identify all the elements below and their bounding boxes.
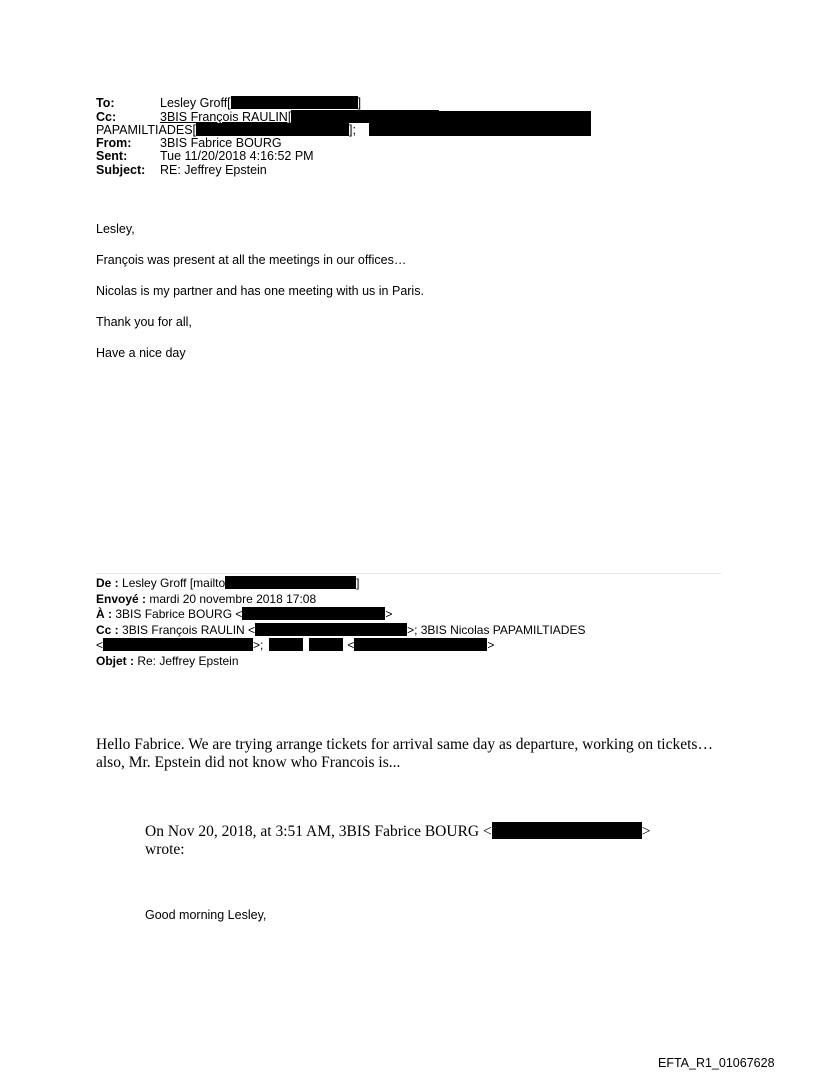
from-row [96, 137, 521, 151]
redaction-block [269, 638, 303, 651]
cc-value: 3BIS François RAULIN < [122, 622, 256, 637]
subject-row [96, 164, 521, 178]
cc2-start: < [96, 638, 104, 652]
a-row [96, 607, 585, 623]
quote-wrote: wrote: [145, 841, 185, 858]
subject-value: RE: Jeffrey Epstein [160, 162, 267, 177]
cc-line2-sep: ]; [349, 123, 356, 137]
to-row [96, 96, 521, 110]
cc-value: 3BIS François RAULIN[ [160, 109, 292, 124]
message-line: Nicolas is my partner and has one meeting with us in Paris. [96, 284, 424, 298]
redaction-block [309, 638, 343, 651]
de-end: ] [356, 576, 360, 590]
cc-label: Cc: [96, 109, 117, 124]
to-end: ] [357, 96, 362, 110]
greeting: Lesley, [96, 222, 135, 236]
redaction-block [196, 123, 349, 136]
cc-row [96, 623, 585, 639]
to-label: To: [96, 96, 115, 110]
cc-label: Cc : [96, 622, 119, 637]
sent-row [96, 150, 521, 164]
cc2-lt: < [347, 638, 355, 652]
envoye-label: Envoyé : [96, 591, 147, 606]
envoye-value: mardi 20 novembre 2018 17:08 [149, 591, 317, 606]
message-line: Thank you for all, [96, 315, 192, 329]
a-end: > [385, 607, 393, 621]
redaction-block [354, 638, 487, 651]
redaction-block [231, 96, 358, 109]
message-line: François was present at all the meetings in our offices… [96, 253, 407, 267]
quote-line-start: On Nov 20, 2018, at 3:51 AM, 3BIS Fabrice BOURG < [145, 823, 492, 840]
cc-row-2 [96, 638, 585, 654]
sent-value: Tue 11/20/2018 4:16:52 PM [160, 149, 314, 163]
objet-value: Re: Jeffrey Epstein [137, 653, 239, 668]
a-value: 3BIS Fabrice BOURG < [115, 607, 243, 621]
de-value: Lesley Groff [mailto [122, 576, 226, 590]
from-value: 3BIS Fabrice BOURG [160, 135, 282, 150]
cc-line2: PAPAMILTIADES[ [96, 123, 197, 137]
cc2-mid: >; [253, 638, 264, 652]
forwarded-header [96, 576, 585, 669]
quoted-greeting: Good morning Lesley, [145, 908, 267, 922]
sent-label: Sent: [96, 149, 128, 163]
quote-line-end: > [641, 823, 651, 840]
subject-label: Subject: [96, 162, 146, 177]
de-label: De : [96, 576, 119, 590]
redaction-block [242, 607, 385, 620]
a-label: À : [96, 607, 112, 621]
document-id: EFTA_R1_01067628 [658, 1056, 775, 1070]
to-value: Lesley Groff[ [160, 96, 231, 110]
quote-attribution [145, 822, 705, 859]
redaction-block [225, 576, 356, 589]
envoye-row [96, 592, 585, 608]
divider [96, 573, 721, 574]
quote-line [145, 822, 705, 841]
redaction-block [369, 111, 591, 136]
redaction-block [103, 638, 253, 651]
objet-label: Objet : [96, 653, 134, 668]
from-label: From: [96, 135, 132, 150]
cc2-end: > [487, 638, 495, 652]
message-line: Have a nice day [96, 346, 186, 360]
cc-row-2 [96, 123, 521, 137]
cc-mid: >; 3BIS Nicolas PAPAMILTIADES [407, 622, 586, 637]
redaction-block [255, 623, 407, 636]
email-header [96, 96, 521, 177]
redaction-block [492, 822, 642, 839]
de-row [96, 576, 585, 592]
reply-paragraph: Hello Fabrice. We are trying arrange tickets for arrival same day as departure, working on tickets…also, Mr. Epstein did not know who Francois is... [96, 736, 713, 771]
objet-row [96, 654, 585, 670]
